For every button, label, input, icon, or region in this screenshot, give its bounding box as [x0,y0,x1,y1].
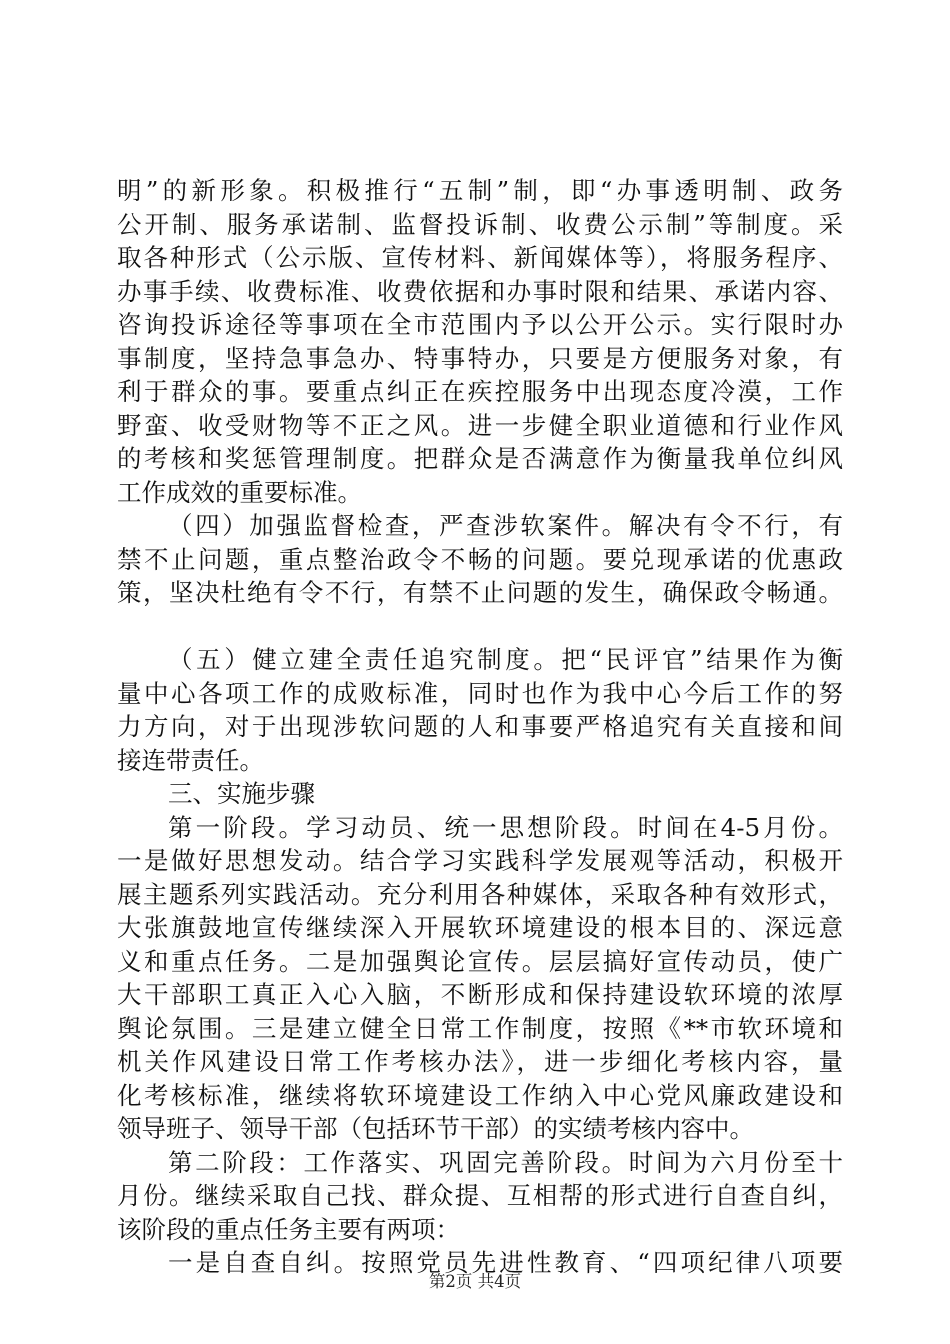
section-heading: 三、实施步骤 [168,779,315,808]
text-line: 第二阶段：工作落实、巩固完善阶段。时间为六月份至十 [168,1147,843,1177]
text-line: 禁不止问题，重点整治政令不畅的问题。要兑现承诺的优惠政 [117,544,843,574]
text-line: 工作成效的重要标准。 [117,477,362,507]
text-line: 月份。继续采取自己找、群众提、互相帮的形式进行自查自纠， [117,1181,843,1210]
text-line: 义和重点任务。二是加强舆论宣传。层层搞好宣传动员，使广 [117,946,843,976]
text-line: （五）健立建全责任追究制度。把“民评官”结果作为衡 [168,645,843,674]
text-line: 接连带责任。 [117,745,264,775]
text-line: 该阶段的重点任务主要有两项： [117,1214,460,1244]
text-line: 事制度，坚持急事急办、特事特办，只要是方便服务对象，有 [117,343,843,373]
text-line: 力方向，对于出现涉软问题的人和事要严格追究有关直接和间 [117,712,843,741]
text-line: 公开制、服务承诺制、监督投诉制、收费公示制”等制度。采 [117,209,843,239]
text-line: 咨询投诉途径等事项在全市范围内予以公开公示。实行限时办 [117,310,843,339]
text-line: 明”的新形象。积极推行“五制”制，即“办事透明制、政务 [117,176,843,205]
text-line: 大张旗鼓地宣传继续深入开展软环境建设的根本目的、深远意 [117,913,843,942]
text-line: 量中心各项工作的成败标准，同时也作为我中心今后工作的努 [117,678,843,708]
text-line: 的考核和奖惩管理制度。把群众是否满意作为衡量我单位纠风 [117,444,843,473]
text-line: 舆论氛围。三是建立健全日常工作制度，按照《**市软环境和 [117,1013,843,1043]
text-line: 一是做好思想发动。结合学习实践科学发展观等活动，积极开 [117,846,843,875]
text-line: 机关作风建设日常工作考核办法》，进一步细化考核内容，量 [117,1047,843,1076]
text-line: 展主题系列实践活动。充分利用各种媒体，采取各种有效形式， [117,879,843,909]
text-line: 野蛮、收受财物等不正之风。进一步健全职业道德和行业作风 [117,410,843,440]
text-line: 一是自查自纠。按照党员先进性教育、“四项纪律八项要 [168,1248,843,1277]
text-line: 取各种形式（公示版、宣传材料、新闻媒体等），将服务程序、 [117,243,843,272]
text-line: 利于群众的事。要重点纠正在疾控服务中出现态度冷漠，工作 [117,377,843,406]
document-body [117,174,843,1280]
text-line: 策，坚决杜绝有令不行，有禁不止问题的发生，确保政令畅通。 [117,578,843,607]
paragraph-gap [117,610,843,644]
text-line: 第一阶段。学习动员、统一思想阶段。时间在4-5月份。 [168,812,843,842]
text-line: 办事手续、收费标准、收费依据和办事时限和结果、承诺内容、 [117,276,843,306]
text-line: （四）加强监督检查，严查涉软案件。解决有令不行，有 [168,511,843,540]
text-line: 化考核标准，继续将软环境建设工作纳入中心党风廉政建设和 [117,1080,843,1110]
text-line: 大干部职工真正入心入脑，不断形成和保持建设软环境的浓厚 [117,980,843,1009]
text-line: 领导班子、领导干部（包括环节干部）的实绩考核内容中。 [117,1114,754,1143]
page-number-footer: 第2页 共4页 [428,1272,522,1291]
